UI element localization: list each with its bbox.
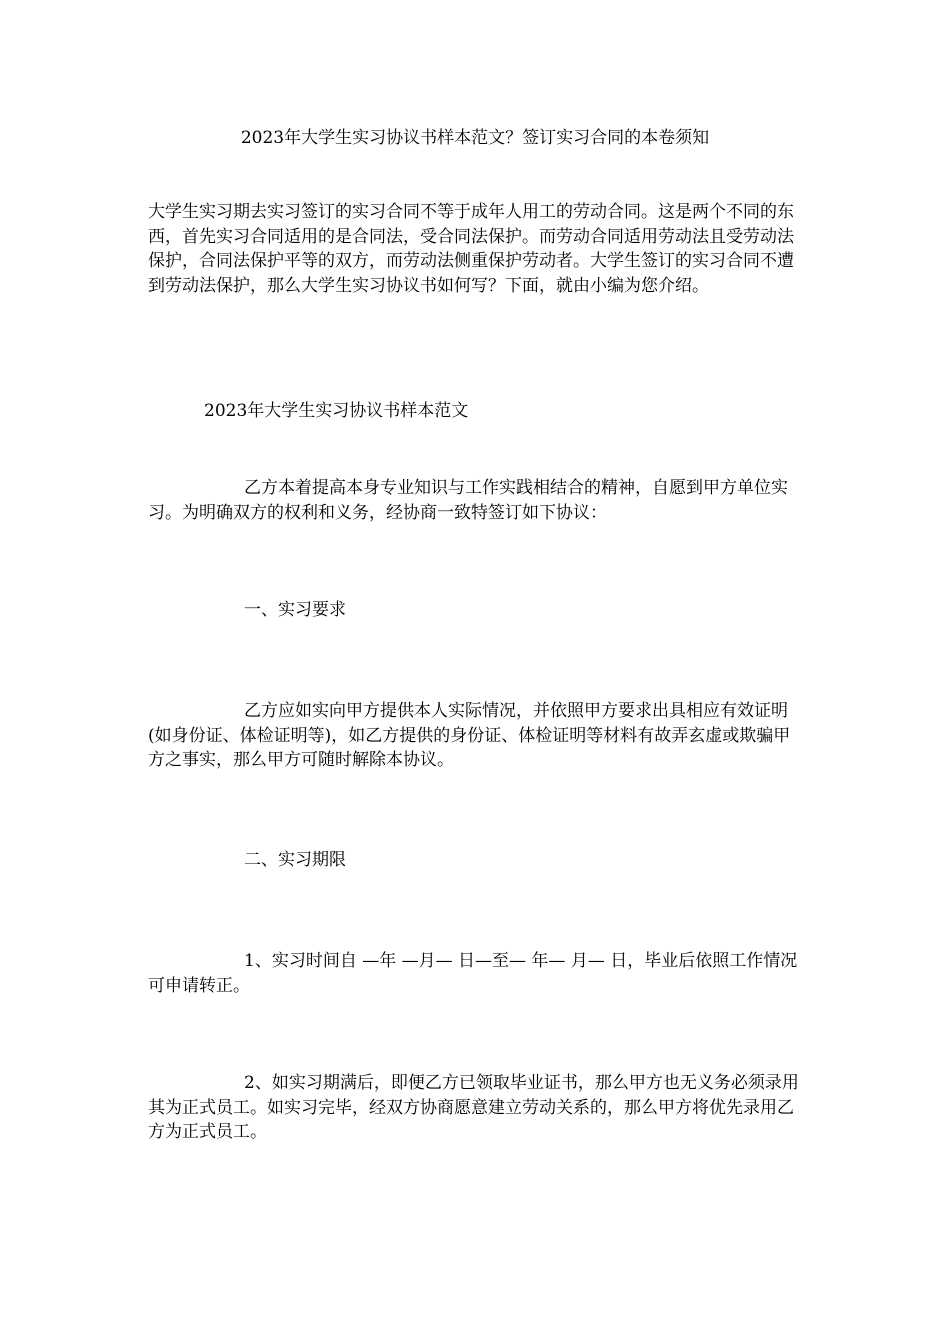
section-1-heading: 一、实习要求: [244, 600, 346, 620]
clause-2-paragraph: 2、如实习期满后，即便乙方已领取毕业证书，那么甲方也无义务必须录用其为正式员工。如实习完毕，经双方协商愿意建立劳动关系的，那么甲方将优先录用乙方为正式员工。: [148, 1073, 799, 1142]
subtitle: 2023年大学生实习协议书样本范文: [204, 401, 469, 421]
preamble-paragraph: 乙方本着提高本身专业知识与工作实践相结合的精神，自愿到甲方单位实习。为明确双方的权利和义务，经协商一致特签订如下协议：: [148, 478, 788, 523]
section-1-paragraph: 乙方应如实向甲方提供本人实际情况，并依照甲方要求出具相应有效证明(如身份证、体检证明等)，如乙方提供的身份证、体检证明等材料有故弄玄虚或欺骗甲方之事实，那么甲方可随时解除本协议。: [148, 701, 791, 770]
section-2-heading: 二、实习期限: [244, 850, 346, 870]
clause-1-paragraph: 1、实习时间自 —年 —月— 日—至— 年— 月— 日，毕业后依照工作情况可申请转正。: [148, 951, 798, 996]
intro-paragraph: 大学生实习期去实习签订的实习合同不等于成年人用工的劳动合同。这是两个不同的东西，首先实习合同适用的是合同法，受合同法保护。而劳动合同适用劳动法且受劳动法保护，合同法保护平等的双方，而劳动法侧重保护劳动者。大学生签订的实习合同不遭到劳动法保护，那么大学生实习协议书如何写？下面，就由小编为您介绍。: [148, 202, 794, 296]
document-title: 2023年大学生实习协议书样本范文？签订实习合同的本卷须知: [240, 128, 710, 148]
